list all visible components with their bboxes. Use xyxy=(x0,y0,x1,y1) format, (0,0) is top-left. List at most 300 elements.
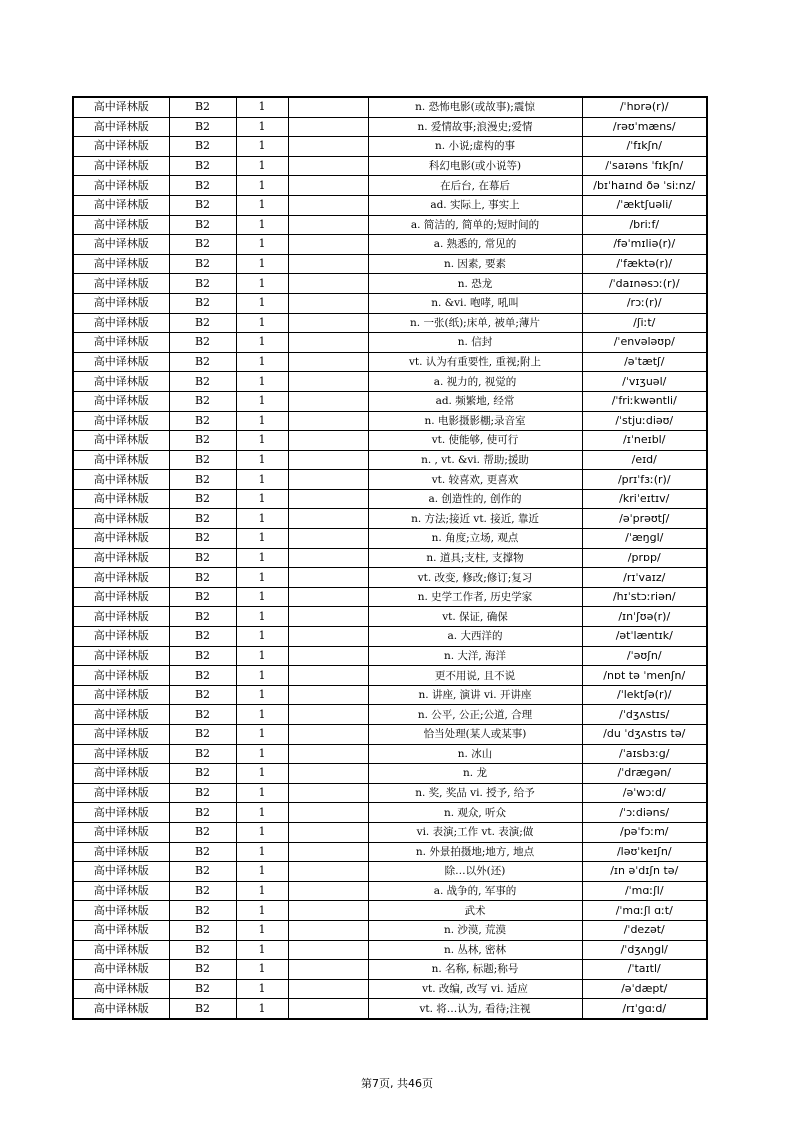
textbook-cell: 高中译林版 xyxy=(73,920,169,940)
table-row xyxy=(73,254,707,274)
meaning-cell: a. 简洁的, 简单的;短时间的 xyxy=(368,215,582,235)
textbook-cell: 高中译林版 xyxy=(73,685,169,705)
unit-cell: 1 xyxy=(236,822,288,842)
unit-cell: 1 xyxy=(236,470,288,490)
phonetic-cell: /ləʊˈkeɪʃn/ xyxy=(582,842,707,862)
unit-cell: 1 xyxy=(236,940,288,960)
unit-cell: 1 xyxy=(236,999,288,1019)
phonetic-cell: /ˈenvələʊp/ xyxy=(582,333,707,353)
unit-cell: 1 xyxy=(236,97,288,117)
unit-cell: 1 xyxy=(236,137,288,157)
textbook-cell: 高中译林版 xyxy=(73,607,169,627)
textbook-cell: 高中译林版 xyxy=(73,940,169,960)
unit-cell: 1 xyxy=(236,666,288,686)
level-cell: B2 xyxy=(169,607,236,627)
textbook-cell: 高中译林版 xyxy=(73,117,169,137)
level-cell: B2 xyxy=(169,372,236,392)
blank-cell xyxy=(288,979,368,999)
phonetic-cell: /du ˈdʒʌstɪs tə/ xyxy=(582,725,707,745)
textbook-cell: 高中译林版 xyxy=(73,666,169,686)
table-row xyxy=(73,313,707,333)
unit-cell: 1 xyxy=(236,607,288,627)
table-row xyxy=(73,274,707,294)
table-row xyxy=(73,372,707,392)
level-cell: B2 xyxy=(169,666,236,686)
phonetic-cell: /ˈvɪʒuəl/ xyxy=(582,372,707,392)
level-cell: B2 xyxy=(169,156,236,176)
level-cell: B2 xyxy=(169,176,236,196)
blank-cell xyxy=(288,431,368,451)
meaning-cell: n. 道具;支柱, 支撑物 xyxy=(368,548,582,568)
table-row xyxy=(73,568,707,588)
table-row xyxy=(73,235,707,255)
table-row xyxy=(73,627,707,647)
blank-cell xyxy=(288,293,368,313)
textbook-cell: 高中译林版 xyxy=(73,352,169,372)
table-row xyxy=(73,293,707,313)
level-cell: B2 xyxy=(169,979,236,999)
level-cell: B2 xyxy=(169,293,236,313)
blank-cell xyxy=(288,215,368,235)
level-cell: B2 xyxy=(169,685,236,705)
meaning-cell: n. 小说;虚构的事 xyxy=(368,137,582,157)
meaning-cell: n. 讲座, 演讲 vi. 开讲座 xyxy=(368,685,582,705)
table-row xyxy=(73,333,707,353)
textbook-cell: 高中译林版 xyxy=(73,646,169,666)
unit-cell: 1 xyxy=(236,587,288,607)
phonetic-cell: /pəˈfɔːm/ xyxy=(582,822,707,842)
level-cell: B2 xyxy=(169,333,236,353)
meaning-cell: n. 信封 xyxy=(368,333,582,353)
level-cell: B2 xyxy=(169,352,236,372)
phonetic-cell: /ɪn əˈdɪʃn tə/ xyxy=(582,862,707,882)
unit-cell: 1 xyxy=(236,685,288,705)
blank-cell xyxy=(288,254,368,274)
level-cell: B2 xyxy=(169,803,236,823)
blank-cell xyxy=(288,764,368,784)
unit-cell: 1 xyxy=(236,333,288,353)
level-cell: B2 xyxy=(169,489,236,509)
phonetic-cell: /rɪˈvaɪz/ xyxy=(582,568,707,588)
blank-cell xyxy=(288,137,368,157)
phonetic-cell: /ˈdʒʌstɪs/ xyxy=(582,705,707,725)
table-row xyxy=(73,940,707,960)
table-row xyxy=(73,764,707,784)
meaning-cell: n. 恐龙 xyxy=(368,274,582,294)
level-cell: B2 xyxy=(169,431,236,451)
table-row xyxy=(73,705,707,725)
blank-cell xyxy=(288,489,368,509)
phonetic-cell: /ɪˈneɪbl/ xyxy=(582,431,707,451)
meaning-cell: n. 名称, 标题;称号 xyxy=(368,960,582,980)
unit-cell: 1 xyxy=(236,803,288,823)
textbook-cell: 高中译林版 xyxy=(73,862,169,882)
textbook-cell: 高中译林版 xyxy=(73,509,169,529)
level-cell: B2 xyxy=(169,881,236,901)
phonetic-cell: /ɪnˈʃʊə(r)/ xyxy=(582,607,707,627)
table-row xyxy=(73,960,707,980)
unit-cell: 1 xyxy=(236,960,288,980)
textbook-cell: 高中译林版 xyxy=(73,744,169,764)
textbook-cell: 高中译林版 xyxy=(73,215,169,235)
phonetic-cell: /hɪˈstɔːriən/ xyxy=(582,587,707,607)
phonetic-cell: /ˈæktʃuəli/ xyxy=(582,195,707,215)
table-row xyxy=(73,117,707,137)
meaning-cell: n. 因素, 要素 xyxy=(368,254,582,274)
meaning-cell: 武术 xyxy=(368,901,582,921)
table-row xyxy=(73,411,707,431)
phonetic-cell: /eɪd/ xyxy=(582,450,707,470)
table-row xyxy=(73,470,707,490)
textbook-cell: 高中译林版 xyxy=(73,235,169,255)
textbook-cell: 高中译林版 xyxy=(73,979,169,999)
level-cell: B2 xyxy=(169,313,236,333)
blank-cell xyxy=(288,999,368,1019)
blank-cell xyxy=(288,822,368,842)
table-row xyxy=(73,725,707,745)
table-row xyxy=(73,744,707,764)
phonetic-cell: /kriˈeɪtɪv/ xyxy=(582,489,707,509)
textbook-cell: 高中译林版 xyxy=(73,97,169,117)
unit-cell: 1 xyxy=(236,705,288,725)
phonetic-cell: /prɪˈfɜː(r)/ xyxy=(582,470,707,490)
textbook-cell: 高中译林版 xyxy=(73,411,169,431)
table-row xyxy=(73,920,707,940)
unit-cell: 1 xyxy=(236,431,288,451)
meaning-cell: vt. 将…认为, 看待;注视 xyxy=(368,999,582,1019)
level-cell: B2 xyxy=(169,960,236,980)
blank-cell xyxy=(288,803,368,823)
unit-cell: 1 xyxy=(236,352,288,372)
unit-cell: 1 xyxy=(236,862,288,882)
phonetic-cell: /ˈlektʃə(r)/ xyxy=(582,685,707,705)
textbook-cell: 高中译林版 xyxy=(73,705,169,725)
level-cell: B2 xyxy=(169,391,236,411)
blank-cell xyxy=(288,920,368,940)
textbook-cell: 高中译林版 xyxy=(73,137,169,157)
level-cell: B2 xyxy=(169,411,236,431)
blank-cell xyxy=(288,960,368,980)
blank-cell xyxy=(288,705,368,725)
phonetic-cell: /ʃiːt/ xyxy=(582,313,707,333)
unit-cell: 1 xyxy=(236,176,288,196)
blank-cell xyxy=(288,783,368,803)
phonetic-cell: /rɪˈgɑːd/ xyxy=(582,999,707,1019)
meaning-cell: n. 外景拍摄地;地方, 地点 xyxy=(368,842,582,862)
level-cell: B2 xyxy=(169,744,236,764)
unit-cell: 1 xyxy=(236,529,288,549)
phonetic-cell: /ətˈlæntɪk/ xyxy=(582,627,707,647)
meaning-cell: n. 史学工作者, 历史学家 xyxy=(368,587,582,607)
blank-cell xyxy=(288,235,368,255)
textbook-cell: 高中译林版 xyxy=(73,725,169,745)
phonetic-cell: /ˈaɪsbɜːg/ xyxy=(582,744,707,764)
unit-cell: 1 xyxy=(236,274,288,294)
meaning-cell: vt. 较喜欢, 更喜欢 xyxy=(368,470,582,490)
blank-cell xyxy=(288,862,368,882)
unit-cell: 1 xyxy=(236,764,288,784)
unit-cell: 1 xyxy=(236,548,288,568)
table-row xyxy=(73,607,707,627)
meaning-cell: a. 视力的, 视觉的 xyxy=(368,372,582,392)
table-row xyxy=(73,862,707,882)
blank-cell xyxy=(288,548,368,568)
unit-cell: 1 xyxy=(236,627,288,647)
unit-cell: 1 xyxy=(236,920,288,940)
table-row xyxy=(73,548,707,568)
phonetic-cell: /ˈfriːkwəntli/ xyxy=(582,391,707,411)
blank-cell xyxy=(288,587,368,607)
textbook-cell: 高中译林版 xyxy=(73,450,169,470)
level-cell: B2 xyxy=(169,764,236,784)
phonetic-cell: /rəʊˈmæns/ xyxy=(582,117,707,137)
unit-cell: 1 xyxy=(236,215,288,235)
level-cell: B2 xyxy=(169,725,236,745)
meaning-cell: n. 冰山 xyxy=(368,744,582,764)
table-row xyxy=(73,587,707,607)
meaning-cell: 科幻电影(或小说等) xyxy=(368,156,582,176)
table-row xyxy=(73,666,707,686)
textbook-cell: 高中译林版 xyxy=(73,764,169,784)
blank-cell xyxy=(288,117,368,137)
phonetic-cell: /əˈprəʊtʃ/ xyxy=(582,509,707,529)
blank-cell xyxy=(288,195,368,215)
table-row xyxy=(73,450,707,470)
meaning-cell: a. 熟悉的, 常见的 xyxy=(368,235,582,255)
textbook-cell: 高中译林版 xyxy=(73,822,169,842)
table-row xyxy=(73,646,707,666)
blank-cell xyxy=(288,470,368,490)
unit-cell: 1 xyxy=(236,901,288,921)
level-cell: B2 xyxy=(169,901,236,921)
phonetic-cell: /ˈstjuːdiəʊ/ xyxy=(582,411,707,431)
textbook-cell: 高中译林版 xyxy=(73,529,169,549)
table-row xyxy=(73,97,707,117)
unit-cell: 1 xyxy=(236,235,288,255)
meaning-cell: vt. 保证, 确保 xyxy=(368,607,582,627)
phonetic-cell: /ˈɔːdiəns/ xyxy=(582,803,707,823)
meaning-cell: vt. 认为有重要性, 重视;附上 xyxy=(368,352,582,372)
phonetic-cell: /ˈæŋgl/ xyxy=(582,529,707,549)
blank-cell xyxy=(288,607,368,627)
textbook-cell: 高中译林版 xyxy=(73,293,169,313)
level-cell: B2 xyxy=(169,920,236,940)
phonetic-cell: /rɔː(r)/ xyxy=(582,293,707,313)
level-cell: B2 xyxy=(169,940,236,960)
phonetic-cell: /fəˈmɪliə(r)/ xyxy=(582,235,707,255)
meaning-cell: a. 创造性的, 创作的 xyxy=(368,489,582,509)
blank-cell xyxy=(288,901,368,921)
meaning-cell: ad. 频繁地, 经常 xyxy=(368,391,582,411)
textbook-cell: 高中译林版 xyxy=(73,489,169,509)
table-row xyxy=(73,137,707,157)
unit-cell: 1 xyxy=(236,254,288,274)
phonetic-cell: /ˈmɑːʃl ɑːt/ xyxy=(582,901,707,921)
meaning-cell: vt. 改编, 改写 vi. 适应 xyxy=(368,979,582,999)
level-cell: B2 xyxy=(169,450,236,470)
meaning-cell: n. &vi. 咆哮, 吼叫 xyxy=(368,293,582,313)
textbook-cell: 高中译林版 xyxy=(73,627,169,647)
unit-cell: 1 xyxy=(236,881,288,901)
table-row xyxy=(73,509,707,529)
unit-cell: 1 xyxy=(236,744,288,764)
textbook-cell: 高中译林版 xyxy=(73,254,169,274)
textbook-cell: 高中译林版 xyxy=(73,176,169,196)
level-cell: B2 xyxy=(169,215,236,235)
level-cell: B2 xyxy=(169,97,236,117)
table-row xyxy=(73,156,707,176)
level-cell: B2 xyxy=(169,254,236,274)
phonetic-cell: /ˈfɪkʃn/ xyxy=(582,137,707,157)
level-cell: B2 xyxy=(169,117,236,137)
unit-cell: 1 xyxy=(236,372,288,392)
meaning-cell: 恰当处理(某人或某事) xyxy=(368,725,582,745)
phonetic-cell: /bɪˈhaɪnd ðə ˈsiːnz/ xyxy=(582,176,707,196)
level-cell: B2 xyxy=(169,587,236,607)
table-row xyxy=(73,783,707,803)
level-cell: B2 xyxy=(169,195,236,215)
level-cell: B2 xyxy=(169,627,236,647)
phonetic-cell: /ˈmɑːʃl/ xyxy=(582,881,707,901)
page-number: 第7页, 共46页 xyxy=(361,1077,433,1090)
level-cell: B2 xyxy=(169,470,236,490)
phonetic-cell: /əˈdæpt/ xyxy=(582,979,707,999)
blank-cell xyxy=(288,509,368,529)
textbook-cell: 高中译林版 xyxy=(73,587,169,607)
textbook-cell: 高中译林版 xyxy=(73,568,169,588)
table-row xyxy=(73,529,707,549)
table-row xyxy=(73,391,707,411)
meaning-cell: n. 公平, 公正;公道, 合理 xyxy=(368,705,582,725)
unit-cell: 1 xyxy=(236,450,288,470)
blank-cell xyxy=(288,274,368,294)
meaning-cell: n. , vt. &vi. 帮助;援助 xyxy=(368,450,582,470)
textbook-cell: 高中译林版 xyxy=(73,803,169,823)
phonetic-cell: /nɒt tə ˈmenʃn/ xyxy=(582,666,707,686)
textbook-cell: 高中译林版 xyxy=(73,470,169,490)
level-cell: B2 xyxy=(169,842,236,862)
blank-cell xyxy=(288,529,368,549)
blank-cell xyxy=(288,313,368,333)
phonetic-cell: /prɒp/ xyxy=(582,548,707,568)
blank-cell xyxy=(288,391,368,411)
blank-cell xyxy=(288,352,368,372)
meaning-cell: 除…以外(还) xyxy=(368,862,582,882)
unit-cell: 1 xyxy=(236,156,288,176)
table-row xyxy=(73,685,707,705)
phonetic-cell: /ˈdezət/ xyxy=(582,920,707,940)
textbook-cell: 高中译林版 xyxy=(73,960,169,980)
meaning-cell: n. 方法;接近 vt. 接近, 靠近 xyxy=(368,509,582,529)
meaning-cell: a. 大西洋的 xyxy=(368,627,582,647)
table-row xyxy=(73,431,707,451)
table-row xyxy=(73,842,707,862)
blank-cell xyxy=(288,97,368,117)
textbook-cell: 高中译林版 xyxy=(73,195,169,215)
unit-cell: 1 xyxy=(236,842,288,862)
phonetic-cell: /briːf/ xyxy=(582,215,707,235)
meaning-cell: n. 一张(纸);床单, 被单;薄片 xyxy=(368,313,582,333)
level-cell: B2 xyxy=(169,548,236,568)
unit-cell: 1 xyxy=(236,195,288,215)
textbook-cell: 高中译林版 xyxy=(73,313,169,333)
blank-cell xyxy=(288,627,368,647)
phonetic-cell: /əˈwɔːd/ xyxy=(582,783,707,803)
phonetic-cell: /əˈtætʃ/ xyxy=(582,352,707,372)
level-cell: B2 xyxy=(169,529,236,549)
blank-cell xyxy=(288,842,368,862)
unit-cell: 1 xyxy=(236,313,288,333)
vocabulary-table xyxy=(72,96,708,1020)
blank-cell xyxy=(288,450,368,470)
table-row xyxy=(73,901,707,921)
table-row xyxy=(73,979,707,999)
meaning-cell: vi. 表演;工作 vt. 表演;做 xyxy=(368,822,582,842)
textbook-cell: 高中译林版 xyxy=(73,274,169,294)
blank-cell xyxy=(288,156,368,176)
textbook-cell: 高中译林版 xyxy=(73,548,169,568)
blank-cell xyxy=(288,744,368,764)
level-cell: B2 xyxy=(169,705,236,725)
meaning-cell: a. 战争的, 军事的 xyxy=(368,881,582,901)
unit-cell: 1 xyxy=(236,568,288,588)
textbook-cell: 高中译林版 xyxy=(73,783,169,803)
meaning-cell: n. 沙漠, 荒漠 xyxy=(368,920,582,940)
meaning-cell: n. 电影摄影棚;录音室 xyxy=(368,411,582,431)
table-row xyxy=(73,822,707,842)
textbook-cell: 高中译林版 xyxy=(73,431,169,451)
textbook-cell: 高中译林版 xyxy=(73,391,169,411)
textbook-cell: 高中译林版 xyxy=(73,842,169,862)
unit-cell: 1 xyxy=(236,391,288,411)
unit-cell: 1 xyxy=(236,411,288,431)
blank-cell xyxy=(288,176,368,196)
textbook-cell: 高中译林版 xyxy=(73,333,169,353)
textbook-cell: 高中译林版 xyxy=(73,999,169,1019)
meaning-cell: vt. 使能够, 使可行 xyxy=(368,431,582,451)
blank-cell xyxy=(288,685,368,705)
meaning-cell: n. 恐怖电影(或故事);震惊 xyxy=(368,97,582,117)
unit-cell: 1 xyxy=(236,783,288,803)
phonetic-cell: /ˈsaɪəns ˈfɪkʃn/ xyxy=(582,156,707,176)
level-cell: B2 xyxy=(169,783,236,803)
table-row xyxy=(73,215,707,235)
table-row xyxy=(73,195,707,215)
level-cell: B2 xyxy=(169,568,236,588)
meaning-cell: n. 大洋, 海洋 xyxy=(368,646,582,666)
unit-cell: 1 xyxy=(236,979,288,999)
level-cell: B2 xyxy=(169,274,236,294)
meaning-cell: n. 角度;立场, 观点 xyxy=(368,529,582,549)
blank-cell xyxy=(288,940,368,960)
table-row xyxy=(73,489,707,509)
meaning-cell: 在后台, 在幕后 xyxy=(368,176,582,196)
meaning-cell: ad. 实际上, 事实上 xyxy=(368,195,582,215)
meaning-cell: n. 丛林, 密林 xyxy=(368,940,582,960)
level-cell: B2 xyxy=(169,646,236,666)
blank-cell xyxy=(288,725,368,745)
phonetic-cell: /ˈdaɪnəsɔː(r)/ xyxy=(582,274,707,294)
textbook-cell: 高中译林版 xyxy=(73,881,169,901)
textbook-cell: 高中译林版 xyxy=(73,156,169,176)
table-row xyxy=(73,999,707,1019)
phonetic-cell: /ˈdʒʌŋgl/ xyxy=(582,940,707,960)
blank-cell xyxy=(288,372,368,392)
meaning-cell: n. 龙 xyxy=(368,764,582,784)
textbook-cell: 高中译林版 xyxy=(73,901,169,921)
table-row xyxy=(73,881,707,901)
blank-cell xyxy=(288,411,368,431)
